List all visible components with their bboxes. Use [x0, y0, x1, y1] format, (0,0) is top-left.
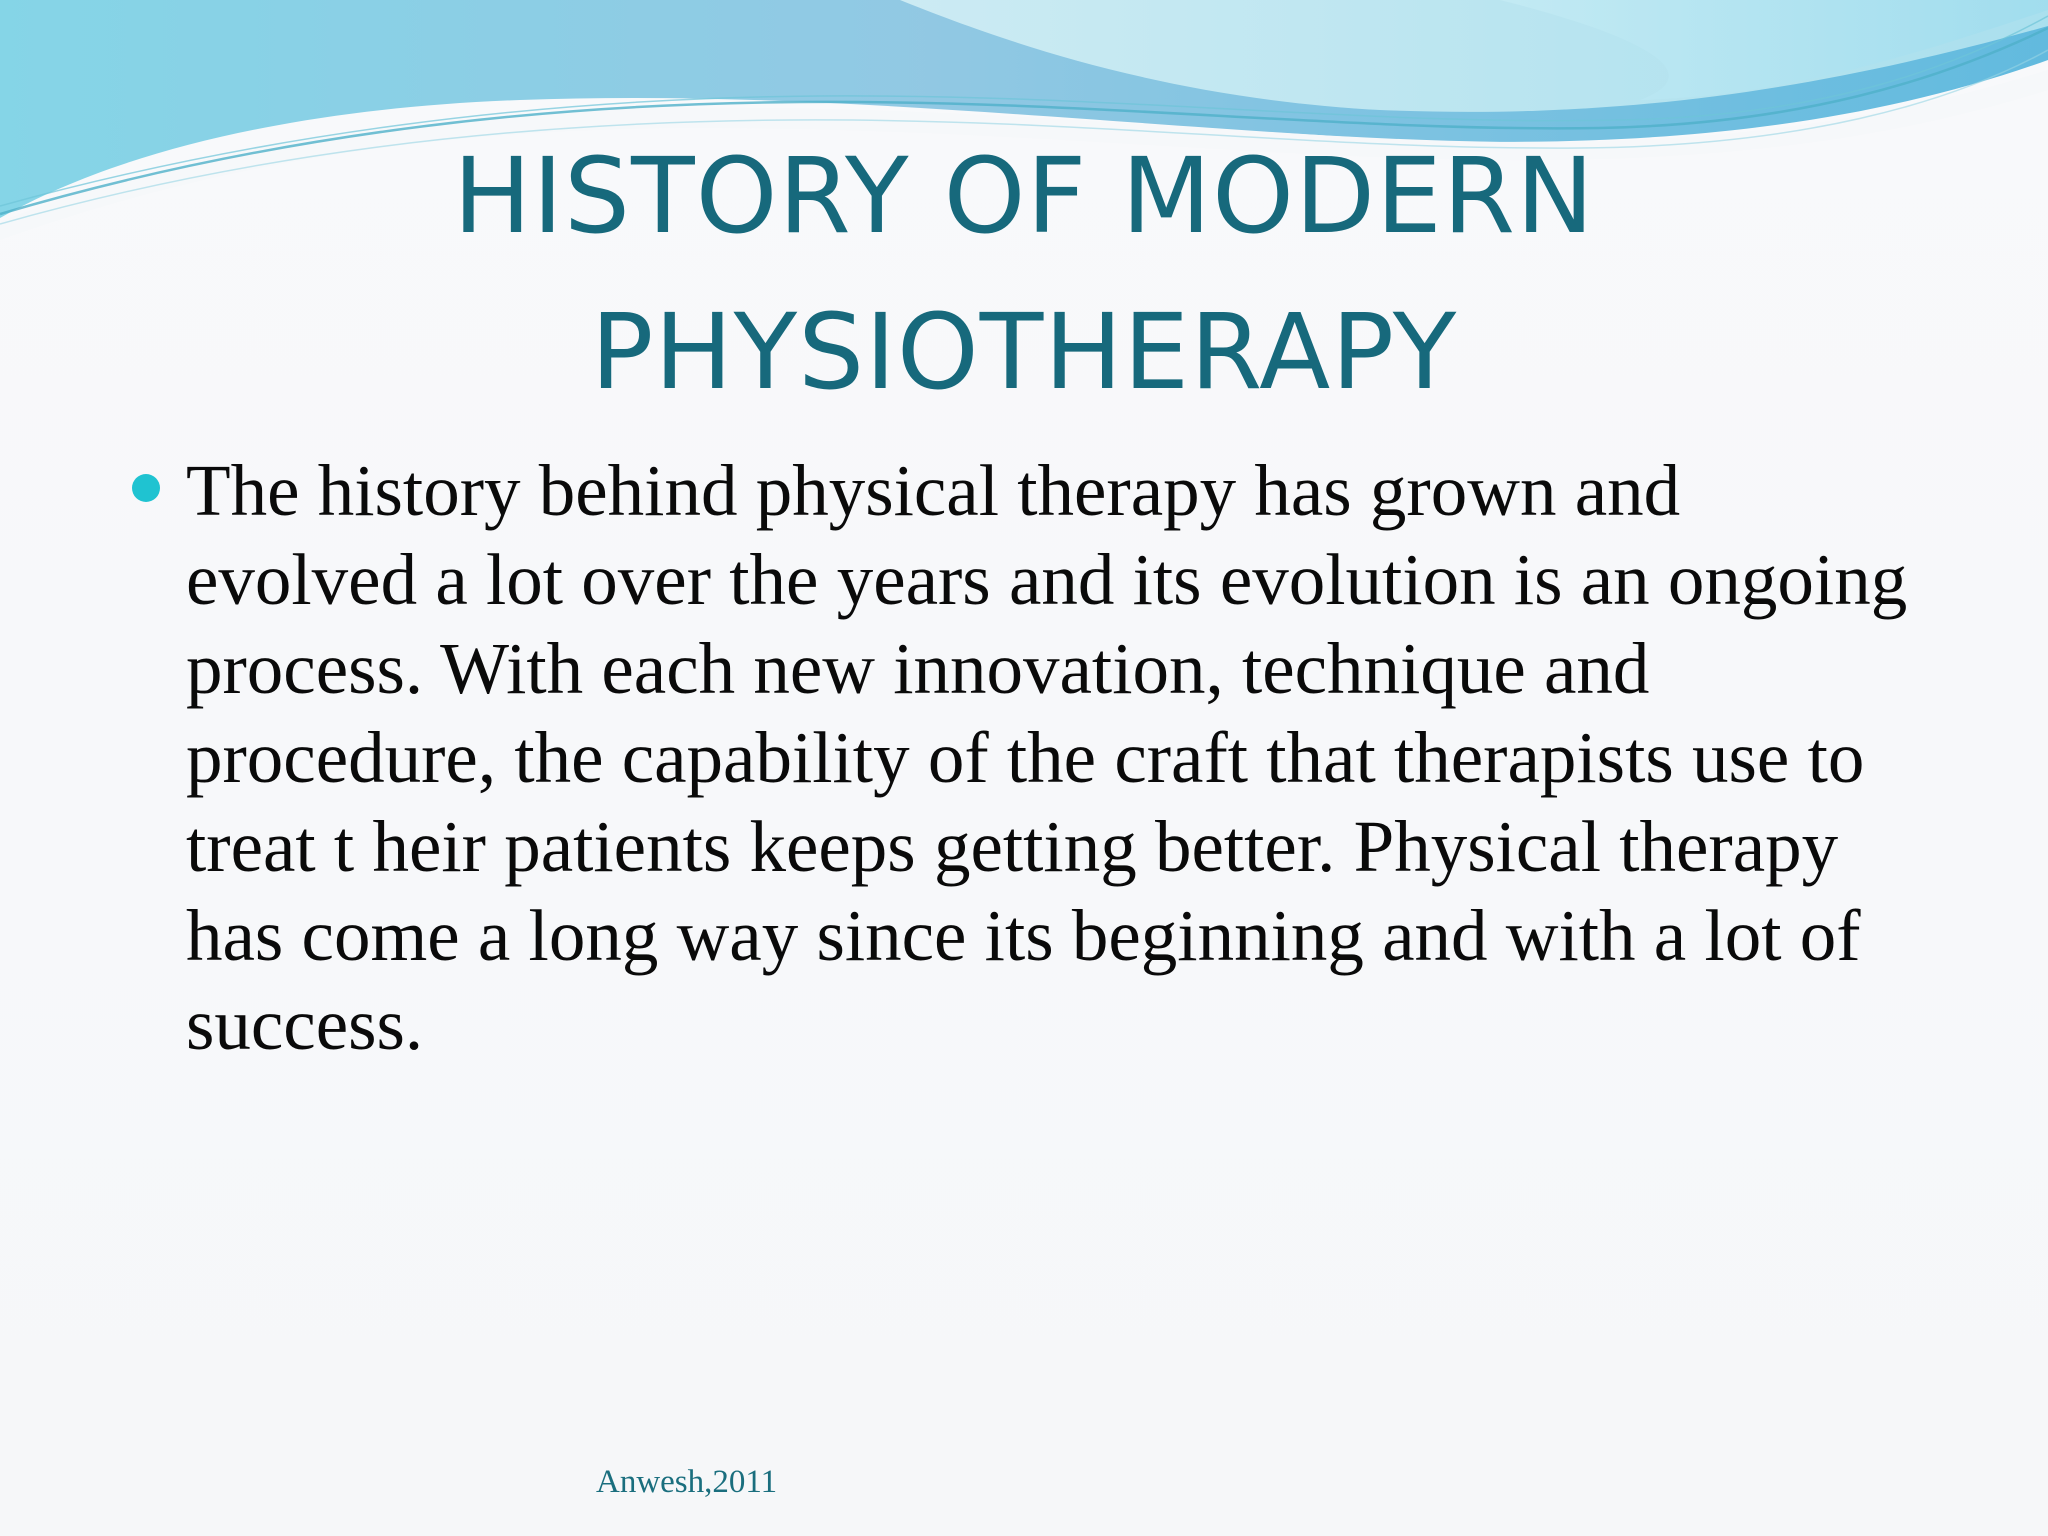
bullet-dot-icon — [132, 474, 160, 502]
slide-footer: Anwesh,2011 — [596, 1464, 778, 1500]
slide-title-line-2: PHYSIOTHERAPY — [590, 291, 1458, 413]
bullet-item — [128, 446, 1928, 1069]
slide-title — [220, 118, 1828, 430]
slide-title-line-1: HISTORY OF MODERN — [453, 135, 1595, 257]
slide-body — [128, 446, 1928, 1069]
bullet-text: The history behind physical therapy has grown and evolved a lot over the years and its evolution is an ongoing process. With each new innovation, technique and procedure, the capability of the craft that therapists use to treat t heir patients keeps getting better. Physical therapy has come a long way since its beginning and with a lot of success. — [186, 450, 1908, 1065]
